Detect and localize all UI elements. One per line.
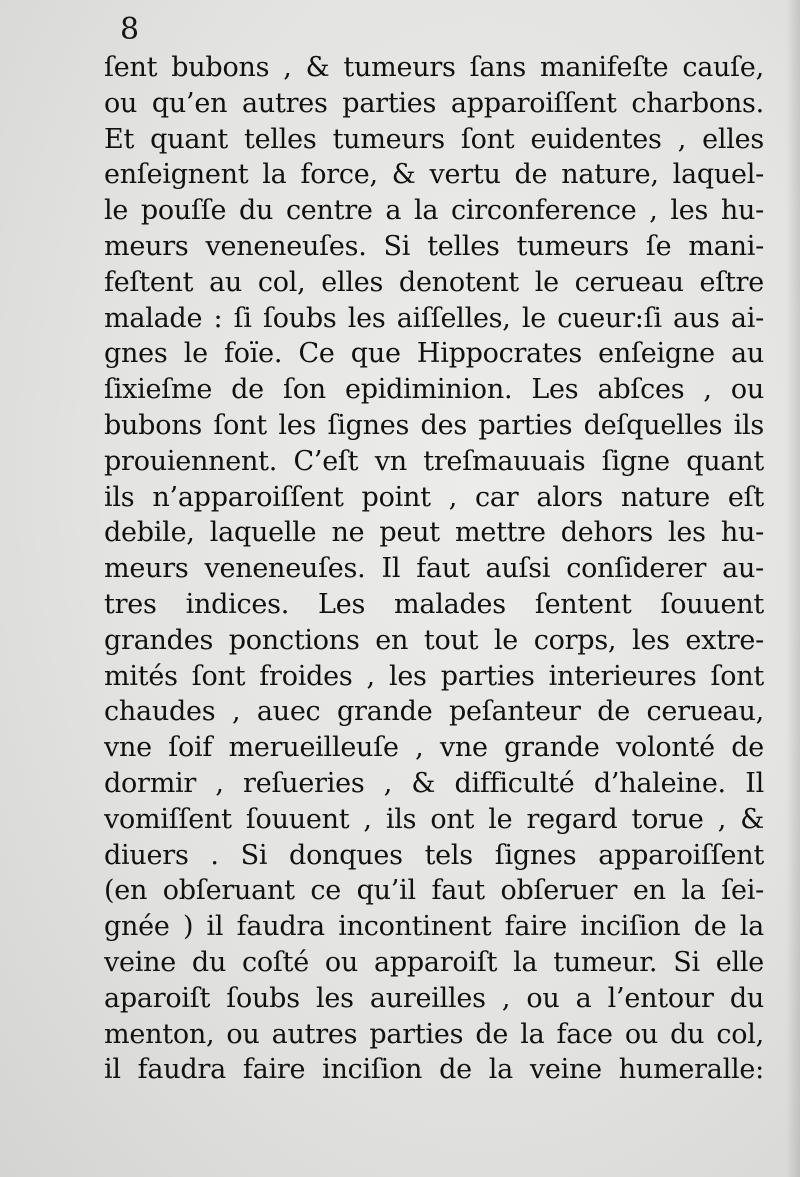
text-line: ils n’apparoiſſent point , car alors nature eſt: [104, 481, 764, 513]
text-line: ſent bubons , & tumeurs ſans manifeſte cauſe,: [104, 52, 764, 83]
text-line: vne ſoif merueilleuſe , vne grande volonté de: [104, 732, 764, 764]
text-line: meurs veneneuſes. Si telles tumeurs ſe mani-: [104, 230, 764, 262]
text-line: ſixieſme de ſon epidiminion. Les abſces , ou: [104, 374, 764, 406]
text-line: gnes le foïe. Ce que Hippocrates enſeigne au: [104, 338, 764, 370]
text-line: bubons ſont les ſignes des parties deſquelles ils: [104, 409, 764, 441]
text-line: debile, laquelle ne peut mettre dehors les hu-: [104, 517, 764, 549]
page-edge-shadow: [786, 0, 800, 1177]
text-line: meurs veneneuſes. Il faut auſsi conſiderer au-: [104, 553, 764, 585]
text-line: feſtent au col, elles denotent le cerueau eſtre: [104, 266, 764, 298]
text-line: veine du coſté ou apparoiſt la tumeur. Si elle: [104, 946, 764, 978]
text-line: grandes ponctions en tout le corps, les extre-: [104, 624, 764, 656]
text-line: le pouſſe du centre a la circonference , les hu-: [104, 195, 764, 227]
text-line: Et quant telles tumeurs ſont euidentes , elles: [104, 123, 764, 155]
text-line: malade : ſi ſoubs les aiſſelles, le cueur:ſi aus ai-: [104, 302, 764, 334]
text-line: (en obſeruant ce qu’il faut obſeruer en la ſei-: [104, 875, 764, 907]
text-line: menton, ou autres parties de la face ou du col,: [104, 1018, 764, 1050]
text-line: dormir , reſueries , & difficulté d’haleine. Il: [104, 767, 764, 799]
text-line: diuers . Si donques tels ſignes apparoiſſent: [104, 839, 764, 871]
text-line: vomiſſent ſouuent , ils ont le regard torue , &: [104, 803, 764, 835]
text-line: gnée ) il faudra incontinent faire inciſion de la: [104, 911, 764, 943]
text-line: chaudes , auec grande peſanteur de cerueau,: [104, 696, 764, 728]
page-number: 8: [120, 12, 140, 47]
text-line: tres indices. Les malades ſentent ſouuent: [104, 588, 764, 620]
text-line: enſeignent la force, & vertu de nature, laquel-: [104, 159, 764, 191]
text-line: il faudra faire inciſion de la veine humeralle:: [104, 1054, 764, 1086]
body-text: [104, 50, 764, 1088]
footer-show-through: [190, 1062, 750, 1088]
text-line: mités ſont froides , les parties interieures ſont: [104, 660, 764, 692]
text-line: ou qu’en autres parties apparoiſſent charbons.: [104, 87, 764, 119]
text-line: prouiennent. C’eſt vn treſmauuais ſigne quant: [104, 445, 764, 477]
text-line: aparoiſt ſoubs les aureilles , ou a l’entour du: [104, 982, 764, 1014]
